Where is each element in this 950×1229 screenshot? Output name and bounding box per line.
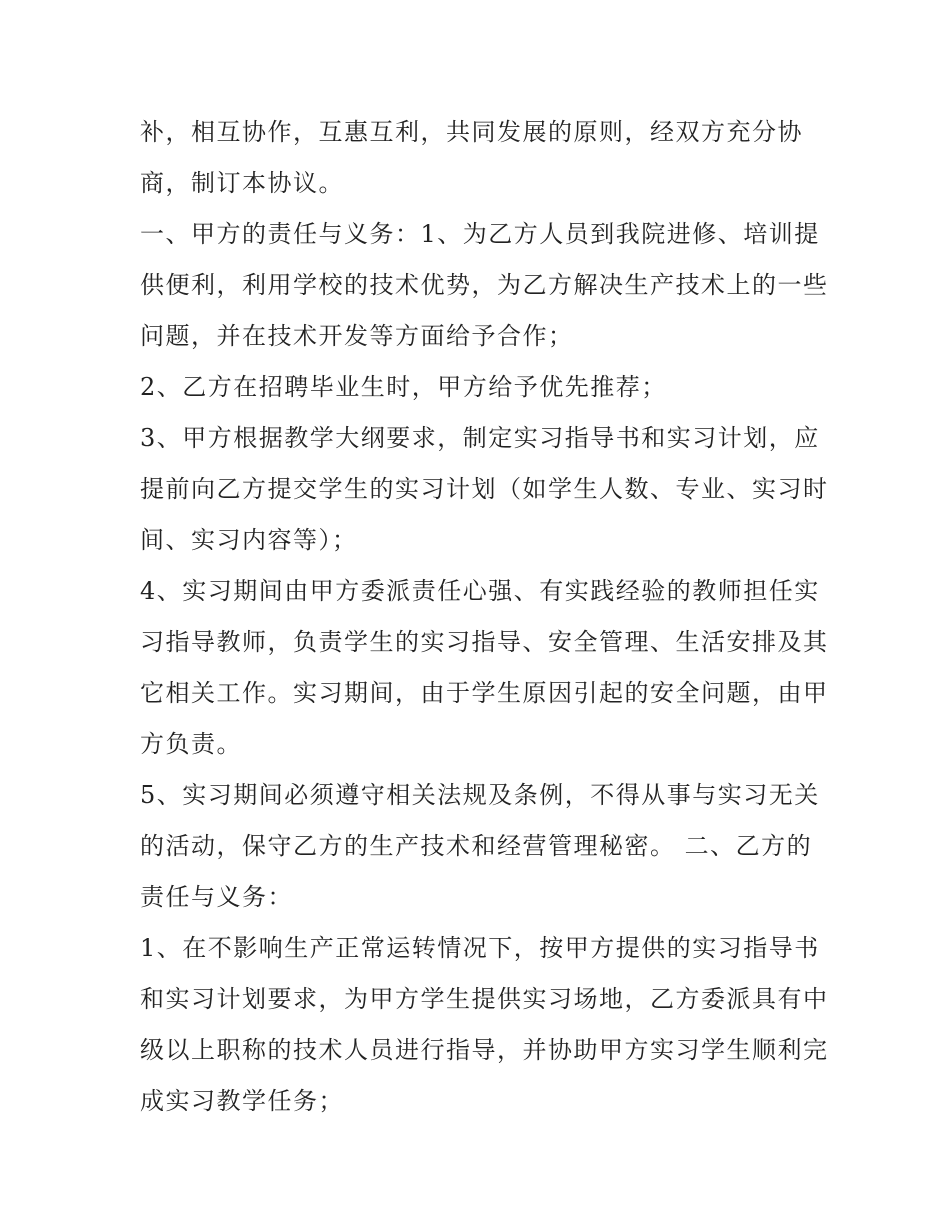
text-line-5: 问题，并在技术开发等方面给予合作； bbox=[140, 322, 574, 350]
text-line-2: 商，制订本协议。 bbox=[140, 169, 344, 197]
text-line-6: 2、乙方在招聘毕业生时，甲方给予优先推荐； bbox=[140, 373, 667, 401]
text-line-16: 责任与义务： bbox=[140, 883, 293, 911]
text-line-10: 4、实习期间由甲方委派责任心强、有实践经验的教师担任实 bbox=[140, 577, 820, 605]
text-line-19: 级以上职称的技术人员进行指导，并协助甲方实习学生顺利完 bbox=[140, 1036, 829, 1064]
document-body bbox=[140, 107, 830, 1127]
text-line-17: 1、在不影响生产正常运转情况下，按甲方提供的实习指导书 bbox=[140, 934, 820, 962]
text-line-9: 间、实习内容等）； bbox=[140, 526, 358, 554]
text-line-12: 它相关工作。实习期间，由于学生原因引起的安全问题，由甲 bbox=[140, 679, 829, 707]
text-line-18: 和实习计划要求，为甲方学生提供实习场地，乙方委派具有中 bbox=[140, 985, 829, 1013]
text-line-20: 成实习教学任务； bbox=[140, 1087, 344, 1115]
text-line-4: 供便利，利用学校的技术优势，为乙方解决生产技术上的一些 bbox=[140, 271, 829, 299]
text-line-7: 3、甲方根据教学大纲要求，制定实习指导书和实习计划，应 bbox=[140, 424, 820, 452]
text-line-13: 方负责。 bbox=[140, 730, 242, 758]
text-line-11: 习指导教师，负责学生的实习指导、安全管理、生活安排及其 bbox=[140, 628, 829, 656]
text-line-15: 的活动，保守乙方的生产技术和经营管理秘密。 二、乙方的 bbox=[140, 832, 813, 860]
text-line-8: 提前向乙方提交学生的实习计划（如学生人数、专业、实习时 bbox=[140, 475, 829, 503]
text-line-3: 一、甲方的责任与义务：1、为乙方人员到我院进修、培训提 bbox=[140, 220, 820, 248]
text-line-14: 5、实习期间必须遵守相关法规及条例，不得从事与实习无关 bbox=[140, 781, 820, 809]
text-line-1: 补，相互协作，互惠互利，共同发展的原则，经双方充分协 bbox=[140, 118, 803, 146]
